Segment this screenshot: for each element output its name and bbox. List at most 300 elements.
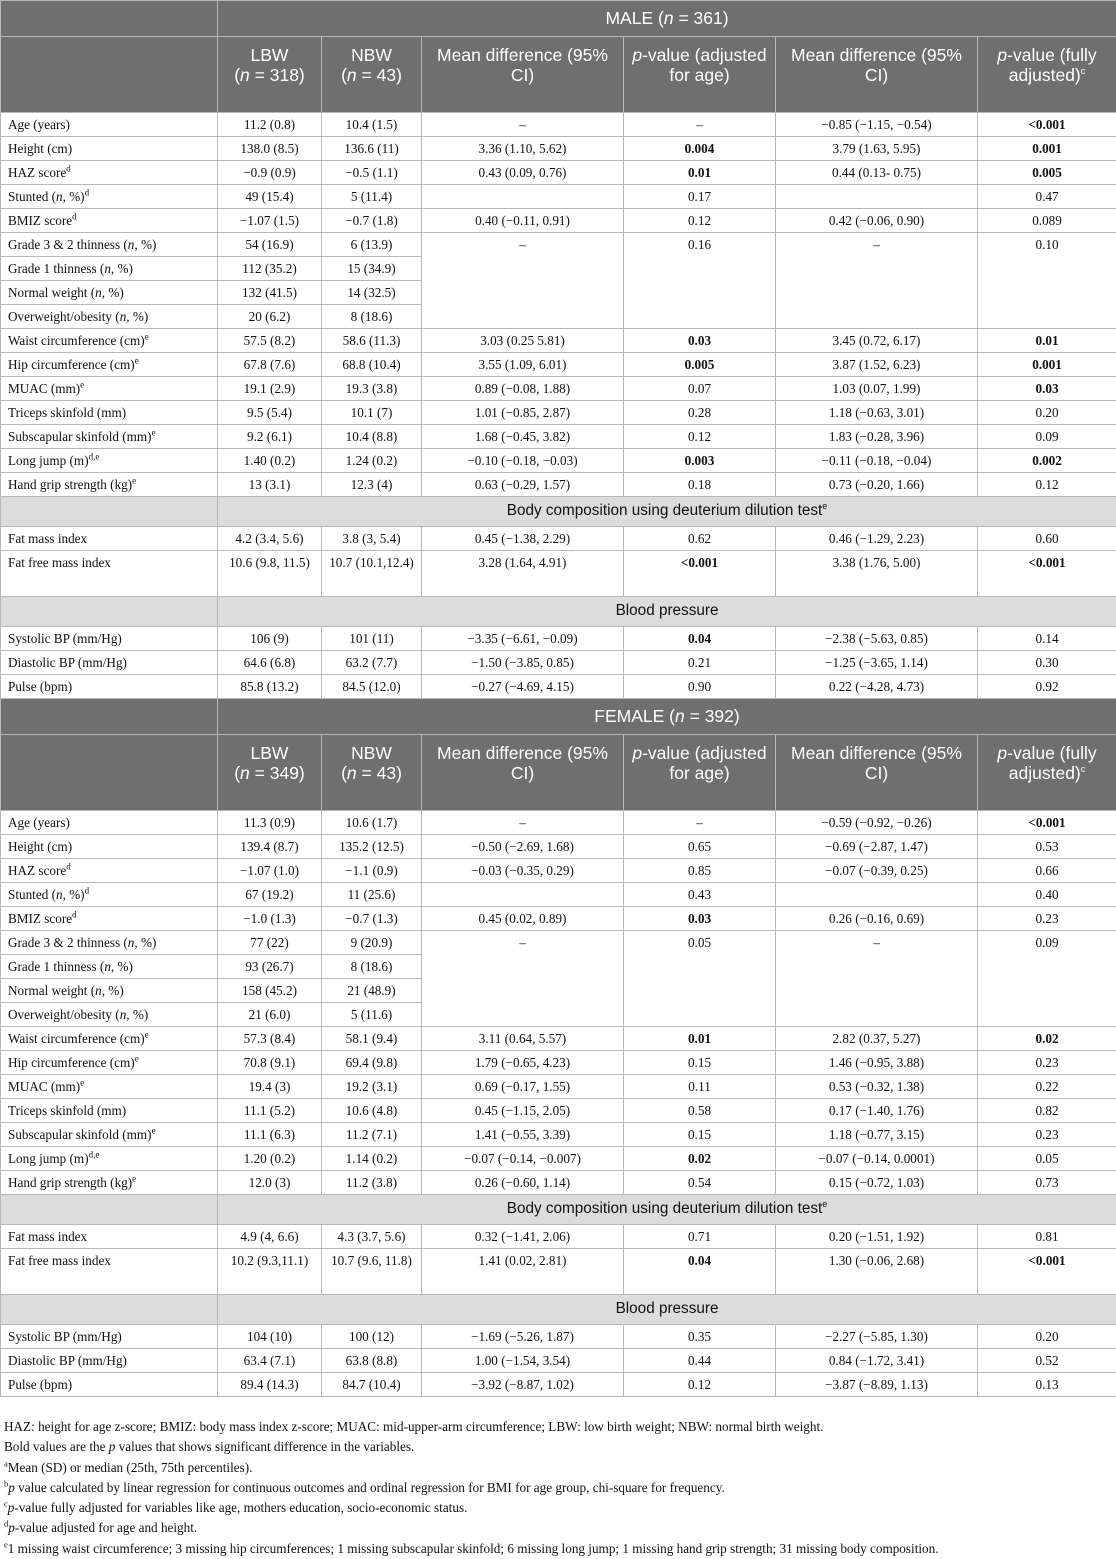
cell-value: 104 (10) xyxy=(246,1329,293,1344)
cell-value: 136.6 (11) xyxy=(344,141,399,156)
cell-value: 69.4 (9.8) xyxy=(345,1055,398,1070)
table-cell xyxy=(776,161,978,185)
table-cell xyxy=(218,281,322,305)
cell-value: 0.02 xyxy=(1035,1031,1059,1046)
table-row xyxy=(1,353,1116,377)
cell-value: 0.46 (−1.29, 2.23) xyxy=(828,531,925,546)
cell-value: 9.2 (6.1) xyxy=(246,429,293,444)
table-cell xyxy=(776,473,978,497)
row-label-text: HAZ score$^d$ xyxy=(8,861,71,878)
table-cell xyxy=(322,979,422,1003)
cell-value: 0.002 xyxy=(1032,453,1062,468)
group-n-label: n xyxy=(663,8,674,29)
cell-value: 101 (11) xyxy=(349,631,394,646)
cell-value: 21 (6.0) xyxy=(248,1007,291,1022)
table-cell xyxy=(218,1349,322,1373)
table-cell xyxy=(322,1325,422,1349)
row-label xyxy=(1,1099,218,1123)
header-text: Mean difference (95% CI) xyxy=(791,45,962,85)
table-row xyxy=(1,627,1116,651)
female-group-header xyxy=(1,699,1116,735)
table-cell xyxy=(422,883,624,907)
cell-value: −0.50 (−2.69, 1.68) xyxy=(471,839,574,854)
row-label xyxy=(1,811,218,835)
table-cell xyxy=(422,907,624,931)
table-cell xyxy=(218,955,322,979)
cell-value: −0.07 (−0.39, 0.25) xyxy=(825,863,928,878)
table-cell xyxy=(422,329,624,353)
cell-value: 0.89 (−0.08, 1.88) xyxy=(474,381,571,396)
cell-value: 3.87 (1.52, 6.23) xyxy=(832,357,921,372)
cell-value: 20 (6.2) xyxy=(248,309,291,324)
cell-value: 0.12 xyxy=(687,429,712,444)
table-cell xyxy=(422,473,624,497)
table-cell xyxy=(322,1099,422,1123)
cell-value: 0.01 xyxy=(687,165,712,180)
cell-value: −0.27 (−4.69, 4.15) xyxy=(471,679,574,694)
cell-value: – xyxy=(519,117,526,132)
table-cell xyxy=(218,1373,322,1397)
cell-value: 6 (13.9) xyxy=(350,237,393,252)
row-label xyxy=(1,527,218,551)
cell-value: 15 (34.9) xyxy=(347,261,396,276)
cell-value: 1.00 (−1.54, 3.54) xyxy=(474,1353,571,1368)
cell-value: – xyxy=(519,815,526,830)
table-cell xyxy=(978,651,1116,675)
p-value-age-header xyxy=(624,37,776,113)
table-cell xyxy=(776,185,978,209)
cell-value: – xyxy=(873,237,880,252)
table-cell xyxy=(624,551,776,597)
section-header-row xyxy=(1,597,1116,627)
cell-value: 0.52 xyxy=(1035,1353,1059,1368)
cell-value: 0.66 xyxy=(1035,863,1059,878)
table-cell xyxy=(624,449,776,473)
mean-diff-age-header xyxy=(422,735,624,811)
table-cell xyxy=(978,883,1116,907)
cell-value: 0.23 xyxy=(1035,1055,1059,1070)
cell-value: 0.81 xyxy=(1035,1229,1059,1244)
cell-value: 0.16 xyxy=(687,237,712,252)
row-label xyxy=(1,979,218,1003)
cell-value: <0.001 xyxy=(680,555,719,570)
row-label-text: Subscapular skinfold (mm)$^e$ xyxy=(8,427,156,444)
row-label xyxy=(1,233,218,257)
cell-value: 10.7 (10.1,12.4) xyxy=(329,555,414,570)
table-row xyxy=(1,1051,1116,1075)
row-label-text: Long jump $(m)^{d,e}$ xyxy=(8,451,100,468)
cell-value: −3.92 (−8.87, 1.02) xyxy=(471,1377,574,1392)
row-label xyxy=(1,449,218,473)
section-header-row xyxy=(1,1195,1116,1225)
row-label-text: Hip circumference (cm)$^e$ xyxy=(8,1053,139,1070)
table-cell xyxy=(218,811,322,835)
row-label-text: Grade 1 thinness (n, %) xyxy=(8,959,133,974)
row-label xyxy=(1,353,218,377)
table-row xyxy=(1,835,1116,859)
cell-value: 1.01 (−0.85, 2.87) xyxy=(474,405,571,420)
row-label-text: Normal weight (n, %) xyxy=(8,285,124,300)
table-cell xyxy=(624,907,776,931)
male-group-title xyxy=(218,1,1116,37)
cell-value: <0.001 xyxy=(1028,117,1066,132)
table-cell xyxy=(624,883,776,907)
table-cell xyxy=(624,137,776,161)
cell-value: – xyxy=(519,935,526,950)
cell-value: 135.2 (12.5) xyxy=(339,839,404,854)
table-cell xyxy=(322,305,422,329)
lbw-header xyxy=(218,735,322,811)
row-label-text: Subscapular skinfold (mm)$^e$ xyxy=(8,1125,156,1142)
cell-value: 3.11 (0.64, 5.57) xyxy=(478,1031,567,1046)
table-cell xyxy=(422,1051,624,1075)
table-cell xyxy=(218,1147,322,1171)
cell-value: 1.03 (0.07, 1.99) xyxy=(832,381,921,396)
table-cell xyxy=(322,1027,422,1051)
cell-value: 0.17 (−1.40, 1.76) xyxy=(828,1103,925,1118)
table-cell xyxy=(218,1249,322,1295)
table-cell xyxy=(422,1147,624,1171)
table-cell xyxy=(218,835,322,859)
table-cell xyxy=(218,113,322,137)
table-cell xyxy=(776,1147,978,1171)
table-row xyxy=(1,161,1116,185)
table-cell xyxy=(422,1373,624,1397)
section-blank-cell xyxy=(1,597,218,627)
row-label xyxy=(1,209,218,233)
header-blank-cell xyxy=(1,699,218,735)
cell-value: 0.03 xyxy=(1035,381,1059,396)
table-cell xyxy=(422,401,624,425)
table-cell xyxy=(422,1349,624,1373)
table-cell xyxy=(218,883,322,907)
section-title-text: Body composition using deuterium dilution test$^e$ xyxy=(506,501,828,520)
header-text: p-value (fully adjusted)$^c$ xyxy=(997,45,1097,85)
cell-value: 1.14 (0.2) xyxy=(345,1151,398,1166)
cell-value: 0.09 xyxy=(1035,935,1059,950)
table-cell xyxy=(322,425,422,449)
cell-value: 19.2 (3.1) xyxy=(345,1079,398,1094)
table-cell xyxy=(776,329,978,353)
table-cell xyxy=(422,651,624,675)
cell-value: 0.82 xyxy=(1035,1103,1059,1118)
cell-value: 0.089 xyxy=(1032,213,1062,228)
footnote: $^a$Mean (SD) or median (25th, 75th percentiles). xyxy=(4,1458,253,1475)
cell-value: −1.50 (−3.85, 0.85) xyxy=(471,655,574,670)
cell-value: – xyxy=(696,815,703,830)
cell-value: 11 (25.6) xyxy=(347,887,396,902)
row-label-text: Normal weight (n, %) xyxy=(8,983,124,998)
table-row xyxy=(1,113,1116,137)
cell-value: – xyxy=(696,117,703,132)
table-cell xyxy=(218,1225,322,1249)
cell-value: 158 (45.2) xyxy=(242,983,297,998)
table-row xyxy=(1,1349,1116,1373)
row-label-text: Hip circumference (cm)$^e$ xyxy=(8,355,139,372)
row-label-text: BMIZ score$^d$ xyxy=(8,211,77,228)
cell-value: −0.5 (1.1) xyxy=(345,165,398,180)
cell-value: – xyxy=(519,237,526,252)
table-cell xyxy=(422,1171,624,1195)
section-title xyxy=(218,497,1116,527)
table-cell xyxy=(422,1075,624,1099)
table-cell xyxy=(776,1051,978,1075)
cell-value: 10.4 (1.5) xyxy=(345,117,398,132)
table-cell xyxy=(218,527,322,551)
group-title-text: MALE ( xyxy=(605,8,664,29)
cell-value: −1.07 (1.0) xyxy=(239,863,300,878)
table-cell xyxy=(218,859,322,883)
table-cell xyxy=(422,1225,624,1249)
row-label-text: Hand grip strength (kg)$^e$ xyxy=(8,475,137,492)
table-cell xyxy=(776,377,978,401)
cell-value: 0.30 xyxy=(1035,655,1059,670)
table-cell xyxy=(776,113,978,137)
row-label-text: Waist circumference (cm)$^e$ xyxy=(8,331,149,348)
table-cell xyxy=(978,161,1116,185)
cell-value: 1.41 (0.02, 2.81) xyxy=(478,1253,567,1268)
table-cell xyxy=(776,931,978,1027)
cell-value: 1.79 (−0.65, 4.23) xyxy=(474,1055,571,1070)
table-cell xyxy=(422,161,624,185)
table-cell xyxy=(776,1225,978,1249)
row-label xyxy=(1,883,218,907)
table-cell xyxy=(624,527,776,551)
row-label xyxy=(1,281,218,305)
row-label-text: Overweight/obesity (n, %) xyxy=(8,1007,149,1022)
nbw-header xyxy=(322,37,422,113)
cell-value: 0.09 xyxy=(1035,429,1059,444)
cell-value: 106 (9) xyxy=(250,631,289,646)
table-row xyxy=(1,859,1116,883)
row-label-text: Fat free mass index xyxy=(8,555,111,570)
cell-value: −2.27 (−5.85, 1.30) xyxy=(825,1329,928,1344)
cell-value: 0.44 (0.13- 0.75) xyxy=(831,165,921,180)
cell-value: 0.01 xyxy=(1035,333,1059,348)
cell-value: 68.8 (10.4) xyxy=(342,357,401,372)
table-cell xyxy=(422,931,624,1027)
table-cell xyxy=(624,1373,776,1397)
table-row xyxy=(1,137,1116,161)
row-label-text: Hand grip strength (kg)$^e$ xyxy=(8,1173,137,1190)
row-label-text: Height (cm) xyxy=(8,141,73,156)
cell-value: 11.2 (3.8) xyxy=(345,1175,398,1190)
table-cell xyxy=(978,527,1116,551)
section-title-text: Body composition using deuterium dilution test$^e$ xyxy=(506,1199,828,1218)
table-cell xyxy=(978,137,1116,161)
table-cell xyxy=(218,161,322,185)
header-blank-cell xyxy=(1,1,218,37)
male-group-header xyxy=(1,1,1116,37)
cell-value: 10.4 (8.8) xyxy=(345,429,398,444)
table-cell xyxy=(624,675,776,699)
cell-value: 5 (11.6) xyxy=(350,1007,393,1022)
cell-value: 64.6 (6.8) xyxy=(243,655,296,670)
table-cell xyxy=(624,473,776,497)
cell-value: 9 (20.9) xyxy=(350,935,393,950)
table-cell xyxy=(624,1325,776,1349)
table-cell xyxy=(218,233,322,257)
cell-value: 10.7 (9.6, 11.8) xyxy=(331,1253,412,1268)
table-cell xyxy=(422,233,624,329)
cell-value: 11.1 (6.3) xyxy=(243,1127,296,1142)
cell-value: 0.004 xyxy=(684,141,715,156)
table-cell xyxy=(322,1003,422,1027)
table-cell xyxy=(624,1171,776,1195)
cell-value: −0.9 (0.9) xyxy=(243,165,296,180)
header-text: (n = 43) xyxy=(341,65,402,85)
cell-value: 0.69 (−0.17, 1.55) xyxy=(474,1079,571,1094)
section-blank-cell xyxy=(1,497,218,527)
cell-value: 93 (26.7) xyxy=(245,959,294,974)
table-cell xyxy=(624,233,776,329)
row-label-text: MUAC (mm)$^e$ xyxy=(8,379,85,396)
table-cell xyxy=(624,329,776,353)
table-cell xyxy=(624,651,776,675)
section-header-row xyxy=(1,1295,1116,1325)
cell-value: 0.02 xyxy=(687,1151,712,1166)
table-cell xyxy=(422,859,624,883)
row-label xyxy=(1,473,218,497)
table-cell xyxy=(978,1225,1116,1249)
table-cell xyxy=(776,1171,978,1195)
row-label xyxy=(1,1147,218,1171)
cell-value: 0.92 xyxy=(1035,679,1059,694)
table-row xyxy=(1,209,1116,233)
header-text: (n = 318) xyxy=(234,65,305,85)
table-cell xyxy=(624,1123,776,1147)
table-cell xyxy=(218,651,322,675)
row-label xyxy=(1,425,218,449)
table-cell xyxy=(322,1075,422,1099)
row-label-text: Diastolic BP (mm/Hg) xyxy=(8,1353,127,1368)
row-label-text: Triceps skinfold (mm) xyxy=(8,405,127,420)
cell-value: 0.22 xyxy=(1035,1079,1059,1094)
table-row xyxy=(1,233,1116,257)
table-cell xyxy=(624,1249,776,1295)
row-label xyxy=(1,1249,218,1295)
table-row xyxy=(1,551,1116,597)
cell-value: 1.18 (−0.77, 3.15) xyxy=(828,1127,925,1142)
cell-value: 63.4 (7.1) xyxy=(243,1353,296,1368)
cell-value: −0.10 (−0.18, −0.03) xyxy=(467,453,578,468)
row-label xyxy=(1,931,218,955)
section-title xyxy=(218,1295,1116,1325)
group-n-value: = 361) xyxy=(673,8,729,29)
table-cell xyxy=(322,1147,422,1171)
table-cell xyxy=(218,907,322,931)
table-cell xyxy=(218,449,322,473)
cell-value: 0.40 xyxy=(1035,887,1059,902)
cell-value: 0.07 xyxy=(687,381,712,396)
table-cell xyxy=(978,113,1116,137)
cell-value: 3.28 (1.64, 4.91) xyxy=(478,555,567,570)
cell-value: 0.40 (−0.11, 0.91) xyxy=(475,213,570,228)
cell-value: 0.47 xyxy=(1035,189,1059,204)
cell-value: 0.58 xyxy=(687,1103,712,1118)
table-cell xyxy=(624,1075,776,1099)
table-row xyxy=(1,907,1116,931)
table-cell xyxy=(776,209,978,233)
cell-value: 19.4 (3) xyxy=(248,1079,291,1094)
cell-value: 0.04 xyxy=(687,1253,712,1268)
cell-value: 1.68 (−0.45, 3.82) xyxy=(474,429,571,444)
table-cell xyxy=(624,161,776,185)
cell-value: 0.53 xyxy=(1035,839,1059,854)
cell-value: 0.12 xyxy=(1035,477,1059,492)
cell-value: −1.25 (−3.65, 1.14) xyxy=(825,655,928,670)
cell-value: 0.44 xyxy=(687,1353,712,1368)
table-cell xyxy=(978,1027,1116,1051)
cell-value: 57.5 (8.2) xyxy=(243,333,296,348)
table-cell xyxy=(218,627,322,651)
table-cell xyxy=(218,1075,322,1099)
row-label xyxy=(1,1003,218,1027)
row-label-text: Pulse (bpm) xyxy=(8,679,73,694)
table-cell xyxy=(322,1373,422,1397)
header-text: p-value (adjusted for age) xyxy=(632,743,767,783)
table-cell xyxy=(624,627,776,651)
cell-value: 0.73 xyxy=(1035,1175,1059,1190)
table-cell xyxy=(322,161,422,185)
cell-value: 0.62 xyxy=(687,531,712,546)
table-cell xyxy=(218,675,322,699)
cell-value: 0.26 (−0.60, 1.14) xyxy=(474,1175,571,1190)
cell-value: 10.6 (9.8, 11.5) xyxy=(229,555,310,570)
female-group-title xyxy=(218,699,1116,735)
header-text: Mean difference (95% CI) xyxy=(437,743,608,783)
cell-value: 0.001 xyxy=(1032,141,1062,156)
table-cell xyxy=(422,1099,624,1123)
row-label xyxy=(1,377,218,401)
row-label xyxy=(1,1225,218,1249)
table-cell xyxy=(978,473,1116,497)
table-cell xyxy=(624,353,776,377)
table-cell xyxy=(218,353,322,377)
cell-value: 0.10 xyxy=(1035,237,1059,252)
cell-value: 0.17 xyxy=(687,189,712,204)
header-text: NBW xyxy=(351,743,392,763)
table-cell xyxy=(422,627,624,651)
table-row xyxy=(1,185,1116,209)
row-label xyxy=(1,1027,218,1051)
cell-value: 0.20 (−1.51, 1.92) xyxy=(828,1229,925,1244)
table-cell xyxy=(978,1051,1116,1075)
table-cell xyxy=(776,627,978,651)
header-blank-cell xyxy=(1,37,218,113)
row-label-text: Grade 3 & 2 thinness (n, %) xyxy=(8,935,157,950)
table-cell xyxy=(322,1249,422,1295)
table-cell xyxy=(422,137,624,161)
table-cell xyxy=(322,1123,422,1147)
cell-value: 0.03 xyxy=(687,911,712,926)
row-label xyxy=(1,1123,218,1147)
row-label-text: MUAC (mm)$^e$ xyxy=(8,1077,85,1094)
cell-value: 3.45 (0.72, 6.17) xyxy=(832,333,921,348)
table-cell xyxy=(978,859,1116,883)
row-label xyxy=(1,257,218,281)
table-cell xyxy=(322,185,422,209)
cell-value: 0.43 xyxy=(687,887,712,902)
row-label-text: HAZ score$^d$ xyxy=(8,163,71,180)
table-cell xyxy=(218,377,322,401)
table-cell xyxy=(218,425,322,449)
table-cell xyxy=(978,1147,1116,1171)
table-cell xyxy=(776,651,978,675)
cell-value: 3.03 (0.25 5.81) xyxy=(480,333,565,348)
table-cell xyxy=(218,1325,322,1349)
table-cell xyxy=(776,401,978,425)
